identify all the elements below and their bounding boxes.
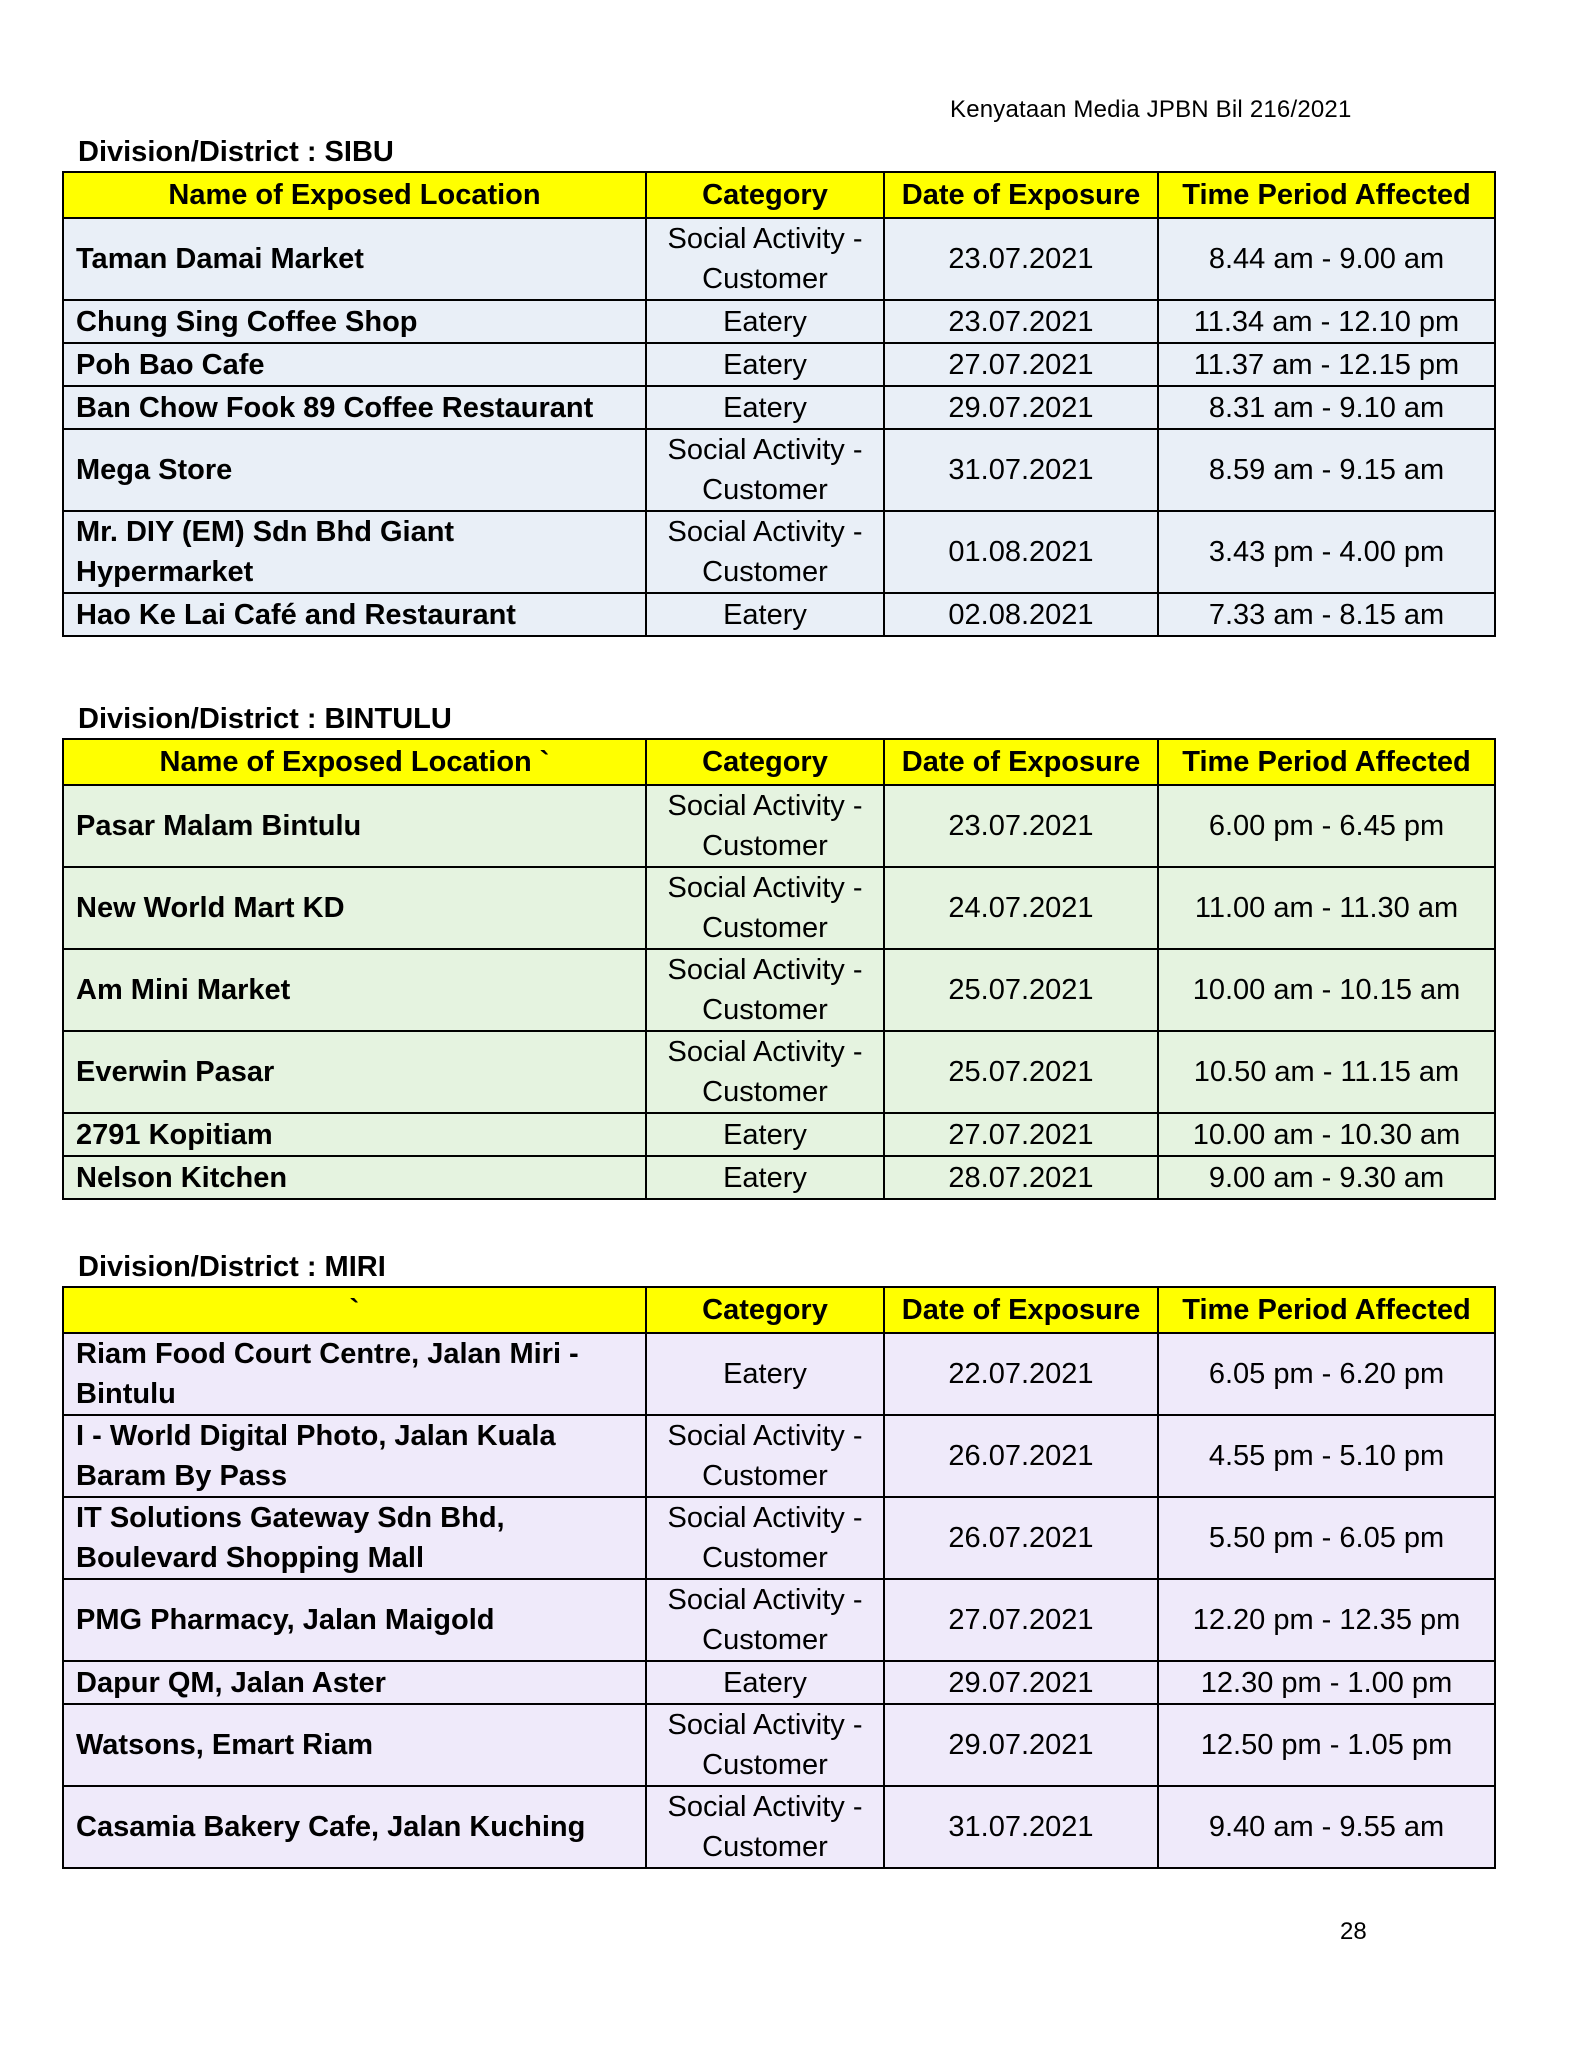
category: Social Activity - Customer [646,511,884,593]
table-row [63,867,1495,949]
exposure-date: 26.07.2021 [884,1497,1158,1579]
category: Eatery [646,300,884,343]
exposure-table [62,738,1496,1200]
exposure-date: 02.08.2021 [884,593,1158,636]
location-name: Pasar Malam Bintulu [63,785,646,867]
category: Eatery [646,1661,884,1704]
table-row [63,1661,1495,1704]
division-title: Division/District : SIBU [78,136,394,168]
table-row [63,949,1495,1031]
location-name: Taman Damai Market [63,218,646,300]
table-row [63,1333,1495,1415]
category: Eatery [646,1156,884,1199]
table-header-row [63,172,1495,218]
category: Social Activity - Customer [646,1415,884,1497]
division-sibu [62,133,1494,637]
category: Social Activity - Customer [646,218,884,300]
location-name: Watsons, Emart Riam [63,1704,646,1786]
exposure-date: 27.07.2021 [884,1579,1158,1661]
table-row [63,386,1495,429]
division-title: Division/District : BINTULU [78,703,452,735]
table-row [63,300,1495,343]
time-period: 6.00 pm - 6.45 pm [1158,785,1495,867]
exposure-date: 27.07.2021 [884,343,1158,386]
exposure-table [62,1286,1496,1869]
time-period: 12.20 pm - 12.35 pm [1158,1579,1495,1661]
date-column-header: Date of Exposure [884,172,1158,218]
exposure-table [62,171,1496,637]
document-reference: Kenyataan Media JPBN Bil 216/2021 [950,96,1352,123]
division-title: Division/District : MIRI [78,1251,386,1283]
exposure-date: 22.07.2021 [884,1333,1158,1415]
category: Eatery [646,386,884,429]
time-period: 3.43 pm - 4.00 pm [1158,511,1495,593]
table-header-row [63,739,1495,785]
exposure-date: 28.07.2021 [884,1156,1158,1199]
time-period: 10.00 am - 10.30 am [1158,1113,1495,1156]
exposure-date: 31.07.2021 [884,429,1158,511]
category: Eatery [646,343,884,386]
location-name: Riam Food Court Centre, Jalan Miri - Bintulu [63,1333,646,1415]
exposure-date: 24.07.2021 [884,867,1158,949]
time-column-header: Time Period Affected [1158,1287,1495,1333]
location-name: Everwin Pasar [63,1031,646,1113]
page-number: 28 [1340,1918,1367,1945]
category-column-header: Category [646,1287,884,1333]
table-row [63,218,1495,300]
table-row [63,785,1495,867]
exposure-date: 23.07.2021 [884,785,1158,867]
category: Social Activity - Customer [646,1704,884,1786]
time-period: 12.50 pm - 1.05 pm [1158,1704,1495,1786]
exposure-date: 29.07.2021 [884,1661,1158,1704]
location-name: Mr. DIY (EM) Sdn Bhd Giant Hypermarket [63,511,646,593]
exposure-date: 27.07.2021 [884,1113,1158,1156]
category: Social Activity - Customer [646,785,884,867]
time-period: 8.59 am - 9.15 am [1158,429,1495,511]
table-row [63,1704,1495,1786]
table-row [63,511,1495,593]
location-name: Dapur QM, Jalan Aster [63,1661,646,1704]
category: Social Activity - Customer [646,1786,884,1868]
exposure-date: 29.07.2021 [884,386,1158,429]
location-name: Mega Store [63,429,646,511]
table-row [63,1579,1495,1661]
category-column-header: Category [646,739,884,785]
exposure-date: 23.07.2021 [884,300,1158,343]
exposure-date: 25.07.2021 [884,1031,1158,1113]
location-name: PMG Pharmacy, Jalan Maigold [63,1579,646,1661]
division-miri [62,1248,1494,1869]
category-column-header: Category [646,172,884,218]
location-name: Hao Ke Lai Café and Restaurant [63,593,646,636]
location-name: Chung Sing Coffee Shop [63,300,646,343]
location-name: IT Solutions Gateway Sdn Bhd, Boulevard Shopping Mall [63,1497,646,1579]
category: Social Activity - Customer [646,1579,884,1661]
time-period: 10.50 am - 11.15 am [1158,1031,1495,1113]
table-row [63,343,1495,386]
time-column-header: Time Period Affected [1158,739,1495,785]
table-header-row [63,1287,1495,1333]
category: Social Activity - Customer [646,1497,884,1579]
time-period: 11.37 am - 12.15 pm [1158,343,1495,386]
category: Social Activity - Customer [646,429,884,511]
category: Eatery [646,1333,884,1415]
location-name: 2791 Kopitiam [63,1113,646,1156]
time-period: 9.40 am - 9.55 am [1158,1786,1495,1868]
time-period: 4.55 pm - 5.10 pm [1158,1415,1495,1497]
table-row [63,1156,1495,1199]
time-period: 10.00 am - 10.15 am [1158,949,1495,1031]
location-name: Nelson Kitchen [63,1156,646,1199]
location-name: Am Mini Market [63,949,646,1031]
exposure-date: 26.07.2021 [884,1415,1158,1497]
time-period: 5.50 pm - 6.05 pm [1158,1497,1495,1579]
exposure-date: 25.07.2021 [884,949,1158,1031]
category: Eatery [646,593,884,636]
exposure-date: 31.07.2021 [884,1786,1158,1868]
time-period: 12.30 pm - 1.00 pm [1158,1661,1495,1704]
division-bintulu [62,700,1494,1200]
table-row [63,1497,1495,1579]
table-row [63,593,1495,636]
time-period: 8.44 am - 9.00 am [1158,218,1495,300]
location-column-header: Name of Exposed Location ` [63,739,646,785]
location-name: New World Mart KD [63,867,646,949]
time-period: 11.34 am - 12.10 pm [1158,300,1495,343]
time-period: 11.00 am - 11.30 am [1158,867,1495,949]
location-name: Ban Chow Fook 89 Coffee Restaurant [63,386,646,429]
time-period: 8.31 am - 9.10 am [1158,386,1495,429]
location-column-header: ` [63,1287,646,1333]
time-period: 6.05 pm - 6.20 pm [1158,1333,1495,1415]
table-row [63,1113,1495,1156]
category: Social Activity - Customer [646,1031,884,1113]
exposure-date: 29.07.2021 [884,1704,1158,1786]
time-period: 7.33 am - 8.15 am [1158,593,1495,636]
time-period: 9.00 am - 9.30 am [1158,1156,1495,1199]
table-row [63,429,1495,511]
date-column-header: Date of Exposure [884,1287,1158,1333]
table-row [63,1031,1495,1113]
category: Social Activity - Customer [646,867,884,949]
date-column-header: Date of Exposure [884,739,1158,785]
category: Eatery [646,1113,884,1156]
table-row [63,1786,1495,1868]
location-column-header: Name of Exposed Location [63,172,646,218]
table-row [63,1415,1495,1497]
time-column-header: Time Period Affected [1158,172,1495,218]
location-name: Casamia Bakery Cafe, Jalan Kuching [63,1786,646,1868]
exposure-date: 01.08.2021 [884,511,1158,593]
category: Social Activity - Customer [646,949,884,1031]
location-name: Poh Bao Cafe [63,343,646,386]
location-name: I - World Digital Photo, Jalan Kuala Baram By Pass [63,1415,646,1497]
exposure-date: 23.07.2021 [884,218,1158,300]
